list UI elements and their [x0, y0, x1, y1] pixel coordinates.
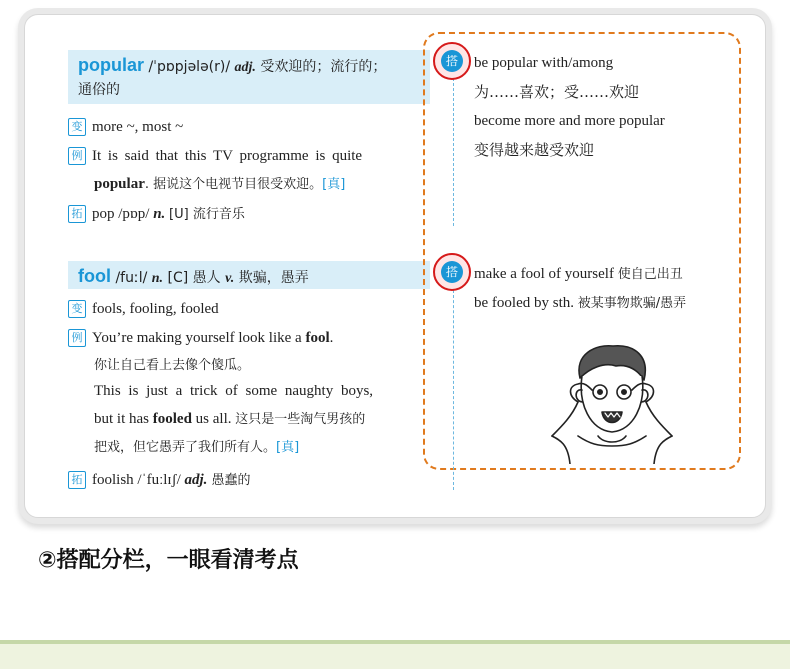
example-bold-word: popular [94, 176, 145, 192]
part-of-speech-verb: v. [225, 271, 235, 286]
variant-text: fools, fooling, fooled [92, 301, 219, 317]
extension-pos: n. [153, 206, 166, 222]
variant-text: more ~, most ~ [92, 119, 184, 135]
meaning-noun: [C] 愚人 [167, 270, 221, 286]
source-badge: [真] [322, 177, 346, 192]
collocation-cn: 被某事物欺骗/愚弄 [577, 296, 687, 311]
example2-bold-word: fooled [152, 411, 192, 427]
popular-headword-bar [68, 50, 430, 104]
collocation-badge-icon: 搭 [441, 261, 463, 283]
example-translation-row [94, 355, 250, 376]
part-of-speech-noun: n. [151, 271, 164, 286]
fool-headword-bar [68, 261, 430, 289]
variant-tag-icon: 变 [68, 300, 86, 318]
example-tag-icon: 例 [68, 329, 86, 347]
collocation-line [474, 264, 683, 285]
variant-tag-icon: 变 [68, 118, 86, 136]
example-row [68, 146, 362, 166]
extension-text: [U] 流行音乐 [169, 207, 245, 222]
extension-tag-icon: 拓 [68, 471, 86, 489]
extension-word: pop [92, 206, 115, 222]
collocation-translation: 变得越来越受欢迎 [474, 141, 595, 159]
extension-row [68, 470, 251, 491]
example2-line1: This is just a trick of some naughty boys, [94, 383, 374, 399]
example-bold-word: fool [305, 330, 330, 346]
extension-meaning: 愚蠢的 [207, 473, 251, 488]
part-of-speech: adj. [234, 60, 256, 75]
example-translation: . 据说这个电视节目很受欢迎。 [144, 177, 323, 192]
example2-translation-row [94, 437, 299, 458]
collocation-en: make a fool of yourself [474, 266, 618, 282]
headword-popular: popular [78, 55, 144, 75]
source-badge: [真] [276, 440, 300, 455]
example2-translation: 这只是一些淘气男孩的 [235, 412, 366, 427]
headword-fool: fool [78, 266, 111, 286]
extension-row [68, 204, 245, 225]
example2-text: but it has [94, 411, 153, 427]
meaning-cont: 通俗的 [78, 82, 120, 98]
meaning: 受欢迎的；流行的； [260, 59, 387, 75]
boy-making-face-illustration [538, 340, 688, 464]
collocation-en: be fooled by sth. [474, 295, 578, 311]
example2-translation-cont: 把戏，但它愚弄了我们所有人。 [94, 440, 277, 455]
meaning-verb: 欺骗，愚弄 [238, 270, 309, 286]
extension-pos: adj. [184, 472, 208, 488]
example2-row [94, 381, 373, 401]
pronunciation: /ˈpɒpjələ(r)/ [148, 59, 231, 75]
collocation-divider [453, 290, 454, 490]
example2-row-cont [94, 409, 365, 430]
example-row-cont [94, 174, 345, 195]
extension-text: foolish /ˈfuːlɪʃ/ [92, 472, 185, 488]
collocation-divider [453, 78, 454, 226]
extension-tag-icon: 拓 [68, 205, 86, 223]
footer-divider [0, 640, 790, 644]
feature-caption: ②搭配分栏，一眼看清考点 [38, 548, 299, 573]
pronunciation: /fuːl/ [115, 270, 148, 286]
example-punct: . [329, 330, 334, 346]
example-translation: 你让自己看上去像个傻瓜。 [94, 358, 251, 373]
example-tag-icon: 例 [68, 147, 86, 165]
example2-text-post: us all. [191, 411, 236, 427]
collocation-line [474, 293, 686, 314]
collocation-line: become more and more popular [474, 113, 665, 129]
example-line: It is said that this TV programme is quite [92, 148, 363, 164]
example-text: You’re making yourself look like a [92, 330, 306, 346]
collocation-translation: 为……喜欢；受……欢迎 [474, 83, 640, 101]
collocation-cn: 使自己出丑 [617, 267, 683, 282]
collocation-badge-icon: 搭 [441, 50, 463, 72]
variant-row [68, 299, 219, 319]
example-row [68, 328, 333, 348]
extension-pron: /pɒp/ [118, 206, 150, 222]
collocation-line: be popular with/among [474, 55, 614, 71]
footer-band [0, 640, 790, 669]
variant-row [68, 117, 183, 137]
